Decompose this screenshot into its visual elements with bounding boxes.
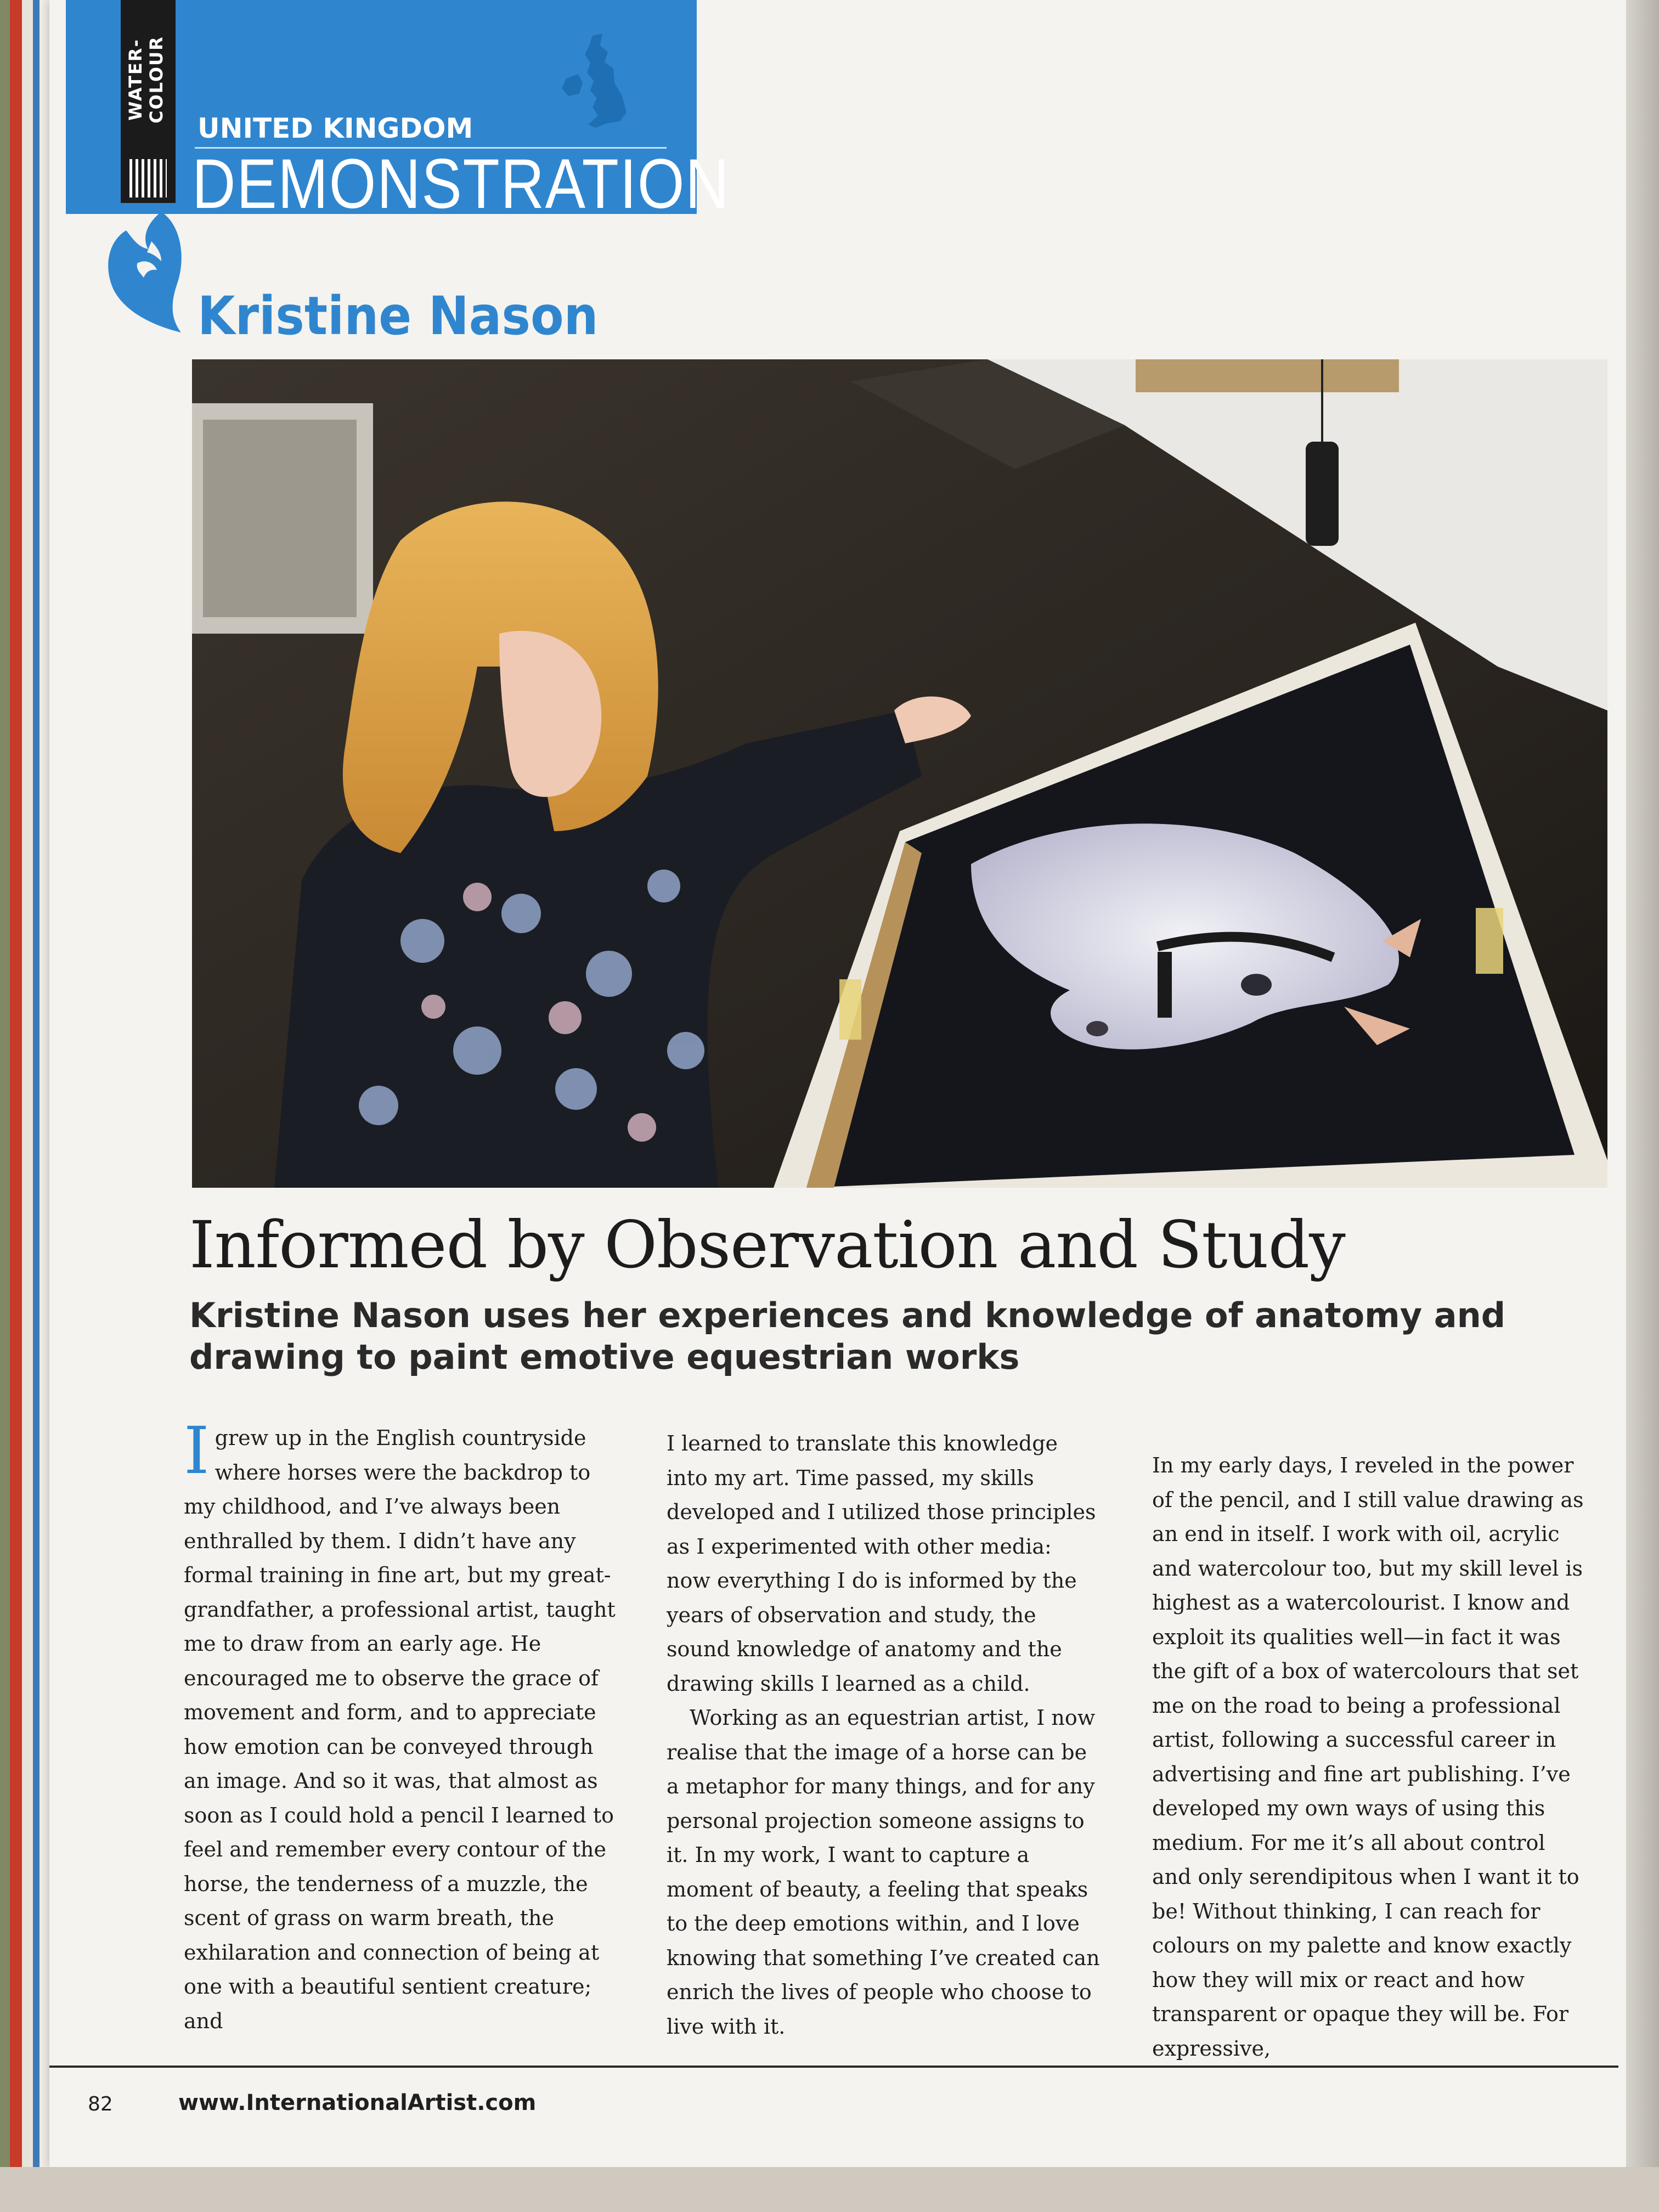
section-title: DEMONSTRATION bbox=[192, 145, 730, 223]
body-column-1 bbox=[184, 1413, 617, 2038]
uk-map-icon bbox=[554, 30, 636, 134]
horse-mane-logo-icon bbox=[104, 208, 187, 335]
country-label: UNITED KINGDOM bbox=[198, 112, 473, 144]
paragraph: Working as an equestrian artist, I now realise that the image of a horse can be a metaphor for many things, and for any personal projection someone assigns to it. In my work, I want to capture a moment of beauty, a feeling that speaks to the deep emotions within, and I love knowing that something I’ve created can enrich the lives of people who choose to live with it. bbox=[667, 1706, 1100, 2039]
paragraph-text: grew up in the English countryside where horses were the backdrop to my childhood, and I’ve always been enthralled by them. I didn’t have any formal training in fine art, but my great-grandfather, a professional artist, taught me to draw from an early age. He encouraged me to observe the grace of movement and form, and to appreciate how emotion can be conveyed through an image. And so it was, that almost as soon as I could hold a pencil I learned to feel and remember every contour of the horse, the tenderness of a muzzle, the scent of grass on warm breath, the exhilaration and connection of being at one with a beautiful sentient creature; and bbox=[184, 1426, 616, 2033]
drop-cap: I bbox=[184, 1413, 210, 1488]
artist-name: Kristine Nason bbox=[198, 285, 599, 347]
facing-page-curl bbox=[1626, 0, 1659, 2212]
artist-photo bbox=[192, 359, 1607, 1188]
article-deck: Kristine Nason uses her experiences and knowledge of anatomy and drawing to paint emotive equestrian works bbox=[189, 1295, 1506, 1377]
table-surface bbox=[0, 2167, 1659, 2212]
footer-rule bbox=[49, 2066, 1618, 2068]
body-column-2 bbox=[667, 1426, 1100, 2044]
medium-stripes bbox=[129, 159, 167, 198]
paragraph: In my early days, I reveled in the power of the pencil, and I still value drawing as an end in itself. I work with oil, acrylic and watercolour too, but my skill level is highest as a watercolourist. I know and exploit its qualities well—in fact it was the gift of a box of watercolours that set me on the road to being a professional artist, following a successful career in advertising and fine art publishing. I’ve developed my own ways of using this medium. For me it’s all about control and only serendipitous when I want it to be! Without thinking, I can reach for colours on my palette and know exactly how they will mix or react and how transparent or opaque they will be. For expressive, bbox=[1152, 1453, 1584, 2061]
paragraph: I learned to translate this knowledge into my art. Time passed, my skills developed and I utilized those principles as I experimented with other media: now everything I do is informed by the years of observation and study, the sound knowledge of anatomy and the drawing skills I learned as a child. bbox=[667, 1431, 1096, 1696]
article-headline: Informed by Observation and Study bbox=[189, 1207, 1345, 1283]
footer-url: www.InternationalArtist.com bbox=[178, 2090, 537, 2115]
medium-label: WATER-COLOUR bbox=[125, 36, 167, 123]
body-column-3 bbox=[1152, 1448, 1585, 2066]
page-number: 82 bbox=[88, 2093, 113, 2115]
paragraph bbox=[184, 1413, 617, 2038]
